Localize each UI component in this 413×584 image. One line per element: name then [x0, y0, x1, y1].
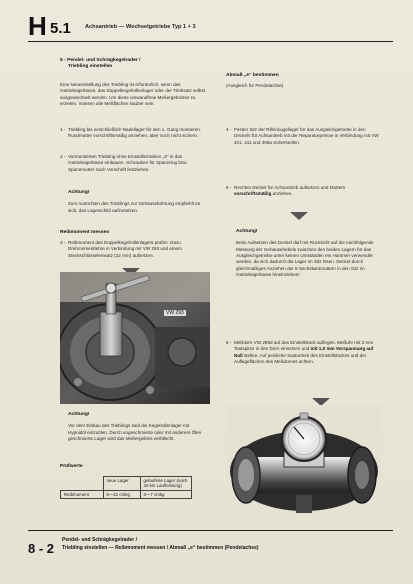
step-text: Festen Sitz der Rillenkugellager für das Ausgleichgetriebe in den Deckeln für Achsantrieb mit der Reparaturpresse in Verbindung mit VW 401, 411 und 408a sicherstellen. — [234, 127, 379, 145]
reibmoment-heading — [60, 230, 207, 236]
page-number: 8 - 2 — [28, 541, 55, 556]
section-letter: H — [28, 11, 47, 41]
step-number: 1 - — [60, 127, 66, 132]
pruefwerte-table — [60, 476, 192, 499]
step-text-emphasis: mit 1,0 mm Vorspannung auf Null — [234, 346, 374, 358]
warning-note-1 — [68, 190, 207, 214]
photo-reibmoment-measurement — [60, 272, 210, 404]
table-cell: 3—7 cmkg — [140, 490, 191, 498]
left-heading — [60, 58, 207, 70]
step-text — [234, 340, 381, 366]
step-text-emphasis: vorschriftsmäßig — [234, 191, 272, 197]
warning-note-2 — [68, 412, 208, 442]
footer-rule — [28, 530, 393, 531]
footer-title-line-1: Pendel- und Schrägkegelrader / — [62, 537, 138, 543]
step-1 — [60, 127, 207, 153]
warning-text: Beim Aufsetzen des Deckel darf mit Rücksicht auf die nachfolgende Messung der Gehäusehebels zwischen den beiden Lagern für das Ausgleichgetriebe unter keinen Umständen ein Hammer verwendet werden, da sich dadurch die Lager im Sitz lösen. Deckel durch gleichmäßiges Anziehen der 8 Sechskantmuttern in den Sitz im Getriebegehäuse hineinziehen! — [236, 240, 374, 278]
section-heading-line-1: 5 - Pendel- und Schrägkegelrader / — [60, 58, 141, 63]
photo-drawing — [60, 272, 210, 404]
footer-title-line-2: Triebling einstellen — Reibmoment messen / Abmaß „e“ bestimmen (Pendelachse) — [62, 545, 259, 551]
photo-drawing — [226, 405, 382, 523]
section-number: 5.1 — [50, 20, 71, 37]
table-row-label: Reibmoment — [61, 490, 104, 498]
step-5 — [226, 185, 381, 205]
table-header-cell: neue Lager — [103, 477, 140, 491]
step-text-part: Meßdorn VW 289d auf das Einstellstück auflegen. Meßuhr mit 3 mm Tastspitze in den Dorn einsetzen und — [234, 340, 374, 352]
step-number: 4 - — [226, 127, 232, 132]
intro-text: Eine Neueinstellung des Triebling ist erforderlich, wenn das Getriebegehäuse, das Doppelkegelrollenlager oder der Triebsatz selbst ausgewechselt werden. Um diese umwandfreie Meßergebnisse zu erzielen, müssen alle Meßflächen sauber sein. — [60, 82, 206, 107]
abmass-heading-block — [226, 73, 381, 90]
arrow-down-icon — [290, 212, 308, 220]
table-row — [61, 490, 192, 498]
section-title: Achsantrieb — Wechselgetriebe Typ 1 + 3 — [85, 24, 196, 30]
step-number: 2 - — [60, 154, 66, 159]
warning-title: Achtung! — [68, 412, 90, 417]
step-4 — [226, 127, 381, 160]
section-heading-line-2: Triebling einstellen — [68, 64, 113, 70]
page-header — [28, 13, 393, 39]
step-text-part: stellen. Auf peinliche Sauberkeit des Einstellstückes und der Auflageflächen des Meßdornes achten. — [234, 352, 367, 365]
warning-text: Vor dem Einbau des Trieblings sind die Kegelrollenlager mit Hypoidöl einzuölen. Durch ungeschmierte oder mit anderem Ölen geschmierte Lager wird das Meßergebnis verfälscht. — [68, 423, 202, 442]
subsection-heading: Abmaß „e“ bestimmen — [226, 73, 279, 78]
step-text — [234, 185, 381, 198]
photo-abmass-measurement — [226, 405, 382, 523]
warning-title: Achtung! — [68, 190, 90, 195]
step-2 — [60, 154, 207, 187]
step-text: Reibmoment des Doppelkegelrollenlagers prüfen. Dazu Drehmomentlehre in Verbindung mit VW 293 und einem Steckschlüsseleinsatz (22 mm) aufsetzen. — [68, 240, 182, 258]
warning-title: Achtung! — [236, 229, 258, 234]
step-3 — [60, 240, 207, 270]
step-number: 6 - — [226, 340, 232, 345]
step-text-part: Rechten Deckel für Achsantrieb aufsetzen und Muttern — [234, 185, 346, 190]
header-rule — [28, 41, 393, 42]
intro-paragraph — [60, 82, 207, 108]
table-title: Prüfwerte — [60, 464, 83, 469]
step-number: 5 - — [226, 185, 232, 190]
pruefwerte-heading — [60, 464, 207, 470]
subsection-heading: Reibmoment messen — [60, 230, 110, 235]
step-number: 3 - — [60, 240, 66, 245]
table-corner-cell — [61, 477, 104, 491]
step-text: Triebling bis einschließlich Nadellager für den 1. Gang montieren. Rundmutter vorschriftsmäßig anziehen, aber noch nicht sichern. — [68, 127, 202, 139]
subsection-subtitle: (Ausgleich für Pendelachse) — [226, 83, 284, 89]
table-cell: 6—21 cmkg — [103, 490, 140, 498]
table-header-cell: gelaufene Lager (nach 30 km Laufleistung) — [140, 477, 191, 491]
step-6 — [226, 340, 381, 390]
tool-label: VW 293 — [166, 310, 184, 316]
warning-text: Zum Ausrichten des Trieblings zur Gehäusebohrung empfiehlt es sich, das Lagerschild aufzusetzen. — [68, 201, 201, 213]
table-header-row — [61, 477, 192, 491]
warning-note-3 — [236, 229, 381, 279]
step-text-part: anziehen. — [271, 191, 293, 197]
step-text: Vormontierten Triebling ohne Einstellscheiben „S“ in das Getriebegehäuse einbauen. Schrauben für Spannring bzw. Spannmutter nach Vorschrift festziehen. — [68, 154, 188, 172]
